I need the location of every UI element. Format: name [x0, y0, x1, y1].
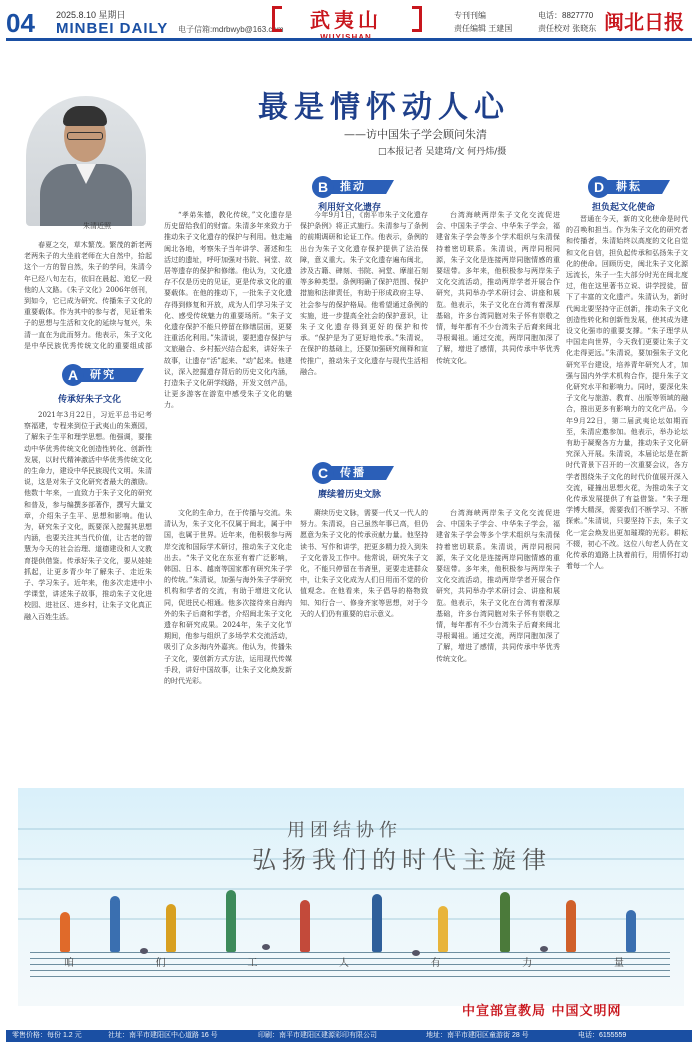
- footer-bar: [6, 1030, 692, 1042]
- motto-char: 有: [430, 958, 441, 969]
- column-3-lower: 赓续历史文脉，需要一代又一代人的努力。朱清说，自己虽然年事已高，但仍愿意为朱子文化的传承贡献力量。他坚持读书、写作和讲学，把更多精力投入到朱子文化普及工作中。他常说，研究朱子文化，不能只停留在书斋里，更要走进群众中，让朱子文化成为人们日用而不觉的价值观念。在他看来，朱子倡导的格物致知、知行合一、修身齐家等思想，对于今天的人们仍有重要的启示意义。: [300, 509, 428, 618]
- motto-char: 们: [155, 958, 166, 969]
- badge-d-letter: D: [588, 176, 610, 198]
- article-byline: □本报记者 吴建琦/文 何丹炜/摄: [378, 147, 507, 157]
- music-note-icon: [262, 944, 270, 950]
- column-1-intro: 春夏之交，草木繁茂。繁茂的新老两老两朱子的大坐前老师在大自然中，拾起这个一方的智自然，朱子的学问，朱清今年已经八旬左右，依旧在晨起、追忆一段他的人文路。《朱子文化》2006年创刊，到如今，它已成为研究、传播朱子文化的重要载体。作为其中的参与者，见证着朱子的思想与生活和文化的延续与复兴，朱清一直在为此而努力。他表示，朱子文化是中华民族优秀传统文化的重要组成部: [24, 241, 152, 350]
- badge-d-label: 耕耘: [616, 180, 642, 193]
- banner-stripe: [18, 888, 684, 890]
- badge-a-label: 研究: [90, 368, 116, 381]
- banner-motto: [64, 954, 624, 969]
- column-4-body: 台湾海峡两岸朱子文化交流促进会、中国朱子学会、中华朱子学会，福建省朱子学会等多个学术组织与朱清保持着密切联系。朱清说，两岸同根同源，朱子文化是连接两岸同胞情感的重要纽带。多年来，他积极参与两岸朱子文化交流活动，推动两岸学者开展合作研究，共同举办学术研讨会、讲座和展览。他表示，朱子文化在台湾有着深厚基础，许多台湾同胞对朱子怀有崇敬之情，每年都有不少台湾朱子后裔来闽北寻根谒祖。通过交流，两岸同胞加深了了解，增进了感情，共同传承中华优秀传统文化。: [436, 211, 560, 365]
- badge-c-letter: C: [312, 462, 334, 484]
- worker-figure-icon: [60, 912, 70, 952]
- motto-char: 力: [522, 958, 533, 969]
- badge-c-label: 传播: [340, 466, 366, 479]
- paper-name-en: MINBEI DAILY: [56, 20, 169, 37]
- footer-address: 社址：南平市建阳区中心道路 16 号: [108, 1032, 218, 1039]
- footer-price: 零售价格：每份 1.2 元: [12, 1032, 82, 1039]
- footer-address-2: 地址：南平市建阳区童游街 28 号: [426, 1032, 529, 1039]
- banner-line-2: 弘扬我们的时代主旋律: [252, 846, 552, 874]
- badge-b-letter: B: [312, 176, 334, 198]
- photo-caption: 朱清近照: [83, 222, 111, 230]
- section-name-cn: 武夷山: [310, 8, 382, 32]
- masthead: [0, 0, 697, 40]
- editor-email: 电子信箱:mdrbwyb@163.com: [178, 25, 284, 34]
- worker-figure-icon: [110, 896, 120, 952]
- column-4-lower: 台湾海峡两岸朱子文化交流促进会、中国朱子学会、中华朱子学会，福建省朱子学会等多个学术组织与朱清保持着密切联系。朱清说，两岸同根同源，朱子文化是连接两岸同胞情感的重要纽带。多年来，他积极参与两岸朱子文化交流活动，推动两岸学者开展合作研究，共同举办学术研讨会、讲座和展览。他表示，朱子文化在台湾有着深厚基础，许多台湾同胞对朱子怀有崇敬之情，每年都有不少台湾朱子后裔来闽北寻根谒祖。通过交流，两岸同胞加深了了解，增进了感情，共同传承中华优秀传统文化。: [436, 509, 560, 663]
- column-5-body: 晋通在今天，新的文化使命是时代的召唤和担当。作为朱子文化的研究者和传播者，朱清始终以高度的文化自觉和文化自信，担负起传承和弘扬朱子文化的使命。回顾历史，闽北朱子文化源远流长，朱子一生大部分时光在闽北度过，他在这里著书立说、讲学授徒，留下了丰富的文化遗产。朱清认为，新时代闽北要坚持守正创新，推动朱子文化创造性转化和创新性发展，使其成为建设文化强市的重要支撑。“朱子理学从中国走向世界，今天我们更要让朱子文化走得更远。”朱清说，要加强朱子文化研究平台建设，培养青年研究人才，加强与国内外学术机构合作，提升朱子文化研究水平和影响力。同时，要深化朱子文化与旅游、教育、出版等领域的融合，推出更多有影响力的文化产品。今年9月22日，第二届武夷论坛如期而至，朱清应邀参加。他表示，举办论坛有助于凝聚各方力量，推动朱子文化研究深入开展。朱清说，本届论坛是在新时代背景下召开的一次重要会议，各方学者围绕朱子文化的时代价值展开深入交流，碰撞出思想火花，为推动朱子文化传承发展提供了有益借鉴。“朱子理学博大精深，需要我们不断学习、不断探索。”朱清说，只要坚持下去，朱子文化一定会焕发出更加璀璨的光彩。耕耘不辍，初心不改。这位八旬老人仍在文化传承的道路上执着前行，用情怀打动着每一个人。: [566, 215, 688, 571]
- section-bracket-right: [412, 6, 422, 32]
- header-rule: [6, 38, 692, 41]
- photo-hair-shape: [63, 106, 107, 126]
- music-note-icon: [540, 946, 548, 952]
- editor-label: 专刊刊编: [454, 11, 486, 20]
- banner-credit: 中宣部宣教局 中国文明网: [462, 1004, 622, 1019]
- article-title: 最是情怀动人心: [258, 90, 510, 125]
- column-1-body: 2021年3月22日，习近平总书记考察福建，专程来到位于武夷山的朱熹园，了解朱子生平和理学思想。他强调，要推动中华优秀传统文化创造性转化、创新性发展，以时代精神激活中华优秀传统文化的生命力，建设中华民族现代文明。朱清说，这是对朱子文化研究者最大的激励。他数十年来，一直致力于朱子文化的研究和普及，参与编撰多部著作，撰写大量文章，介绍朱子生平、思想和影响。他认为，研究朱子文化，既要深入挖掘其思想内涵，也要关注其当代价值，让古老的智慧为今天的社会治理、道德建设和人文教育提供借鉴。传承好朱子文化，要从娃娃抓起，让更多青少年了解朱子、走近朱子、学习朱子。近年来，他多次走进中小学课堂，讲述朱子故事，推动朱子文化进校园、进社区、进乡村，让朱子文化真正融入百姓生活。: [24, 411, 152, 621]
- editor-name: 责任编辑 王建国: [454, 24, 513, 33]
- paper-logo-cn: 闽北日报: [604, 10, 684, 34]
- photo-glasses-shape: [67, 132, 103, 140]
- worker-figure-icon: [166, 904, 176, 952]
- staff-line: [30, 952, 670, 953]
- motto-char: 量: [613, 958, 624, 969]
- banner-line-1: 用团结协作: [287, 820, 402, 841]
- worker-figure-icon: [566, 900, 576, 952]
- footer-printer: 印刷：南平市建阳区建源彩印有限公司: [258, 1032, 377, 1039]
- worker-figure-icon: [626, 910, 636, 952]
- motto-char: 人: [338, 958, 349, 969]
- worker-figure-icon: [300, 900, 310, 952]
- portrait-photo: [26, 96, 146, 226]
- section-badge-b: [310, 176, 402, 196]
- column-3-body: 今年9月1日，《南平市朱子文化遗存保护条例》将正式施行。朱清参与了条例的前期调研和论证工作。他表示，条例的出台为朱子文化遗存保护提供了法治保障，意义重大。朱子文化遗存遍布闽北，涉及古籍、碑刻、书院、祠堂、摩崖石刻等多种类型。条例明确了保护范围、保护措施和法律责任，有助于形成政府主导、社会参与的保护格局。他希望通过条例的实施，进一步提高全社会的保护意识，让朱子文化遗存得到更好的保护和传承。“保护是为了更好地传承。”朱清说，在保护的基础上，还要加强研究阐释和宣传推广，推动朱子文化遗存与现代生活相融合。: [300, 211, 428, 376]
- section-badge-d: [586, 176, 678, 196]
- article-subtitle: ——访中国朱子学会顾问朱清: [344, 128, 487, 141]
- column-2-body: “孝弟朱德，教化传统，”文化遗存是历史留给我们的财富。朱清多年来致力于推动朱子文化遗存的保护与利用。他走遍闽北各地，考察朱子当年讲学、著述和生活过的遗址，呼吁加强对书院、祠堂、故居等遗存的保护和修缮。他认为，文化遗存不仅是历史的见证，更是传承文化的重要载体。在他的推动下，一批朱子文化遗存得到修复和开放，成为人们学习朱子文化、感受传统魅力的重要场所。“朱子文化遗存保护不能只停留在修缮层面，更要注重活化利用。”朱清说，要把遗存保护与文旅融合、乡村振兴结合起来，讲好朱子故事，让遗存“活”起来、“动”起来。他建议，深入挖掘遗存背后的历史文化内涵，打造朱子文化研学线路，开发文创产品，让更多游客在游览中感受朱子文化的魅力。: [164, 211, 292, 410]
- page-number: 04: [6, 8, 35, 38]
- phone: 电话：8827770: [538, 11, 594, 20]
- footer-tel: 电话：6155559: [578, 1032, 627, 1039]
- proofreader: 责任校对 张晓东: [538, 24, 597, 33]
- column-2-lower: 文化的生命力，在于传播与交流。朱清认为，朱子文化不仅属于闽北，属于中国，也属于世界。近年来，他积极参与两岸交流和国际学术研讨，推动朱子文化走出去。“朱子文化在东亚有着广泛影响，韩国、日本、越南等国家都有研究朱子学的传统。”朱清说，加强与海外朱子学研究机构和学者的交流，有助于增进文化认同，促进民心相通。他多次接待来自海内外的朱子后裔和学者，介绍闽北朱子文化遗存和研究成果。2024年，朱子文化节期间，他参与组织了多场学术交流活动，吸引了众多海内外嘉宾。他认为，传播朱子文化，要创新方式方法，运用现代传媒手段，讲好中国故事，让朱子文化焕发新的时代光彩。: [164, 509, 292, 686]
- worker-figure-icon: [372, 894, 382, 952]
- subhead-c: 赓续着历史文脉: [318, 490, 382, 500]
- motto-char: 咱: [64, 958, 74, 969]
- section-badge-a: [60, 364, 152, 384]
- worker-figure-icon: [500, 892, 510, 952]
- worker-figure-icon: [226, 890, 236, 952]
- subhead-a: 传承好朱子文化: [58, 395, 122, 405]
- badge-a-letter: A: [62, 364, 84, 386]
- staff-line: [30, 976, 670, 977]
- badge-b-label: 推动: [340, 180, 366, 193]
- subhead-b: 利用好文化遗存: [318, 203, 382, 213]
- motto-char: 工: [247, 958, 258, 969]
- section-title: [276, 4, 416, 36]
- issue-date: 2025.8.10 星期日: [56, 10, 126, 20]
- worker-figure-icon: [438, 906, 448, 952]
- subhead-d: 担负起文化使命: [592, 203, 656, 213]
- staff-line: [30, 970, 670, 971]
- section-badge-c: [310, 462, 402, 482]
